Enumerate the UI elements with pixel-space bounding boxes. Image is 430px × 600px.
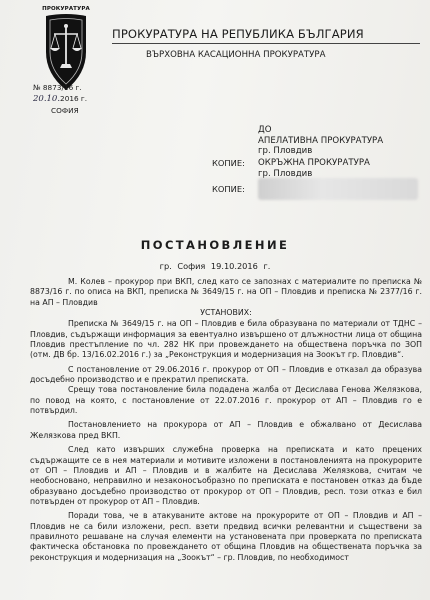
to-label: ДО — [258, 125, 272, 135]
emblem-label: ПРОКУРАТУРА — [42, 6, 90, 12]
handwritten-date: 20.10. — [33, 94, 61, 104]
paragraph: Срещу това постановление била подадена жалба от Десислава Генова Желязкова, по повод на която, с постановление от 22.07.2016 г. прокурор от АП – Пловдив го е потвърдил. — [30, 385, 422, 416]
place-and-date: гр. София 19.10.2016 г. — [159, 261, 271, 271]
copy1-recipient-name: ОКРЪЖНА ПРОКУРАТУРА — [258, 158, 370, 168]
copy-label-1: КОПИЕ: — [212, 158, 245, 168]
paragraph: Поради това, че в атакуваните актове на прокурорите от ОП – Пловдив и АП – Пловдив не са били изложени, респ. взети предвид всички релевантни и съществени за правилното решаване на случая елементи на установената при проверката по преписката фактическа обстановка по провеждането от община Пловдив на обществената поръчка за реконструкция и модернизация на „Зоокът“ – гр. Пловдив, по необходимост — [30, 511, 422, 562]
reference-block — [33, 82, 87, 116]
paragraph: Преписка № 3649/15 г. на ОП – Пловдив е била образувана по материали от ТДНС – Пловдив, съдържащи информация за евентуално извършено от длъжностни лица от община Пловдив престъпление по чл. 282 НК при провеждането на обществена поръчка по ЗОП (отм. ДВ бр. 13/16.02.2016 г.) за „Реконструкция и модернизация на Зоокът гр. Пловдив“. — [30, 319, 422, 360]
header-divider — [112, 43, 420, 44]
office-title: ПРОКУРАТУРА НА РЕПУБЛИКА БЪЛГАРИЯ — [112, 27, 364, 41]
copy-label-2: КОПИЕ: — [212, 184, 245, 194]
paragraph: С постановление от 29.06.2016 г. прокурор от ОП – Пловдив е отказал да образува досъдебно производство и е прекратил преписката. — [30, 364, 422, 385]
paragraph: След като извърших служебна проверка на преписката и като прецених съдържащите се в нея материали и мотивите изложени в постановленията на прокурорите от ОП – Пловдив и АП – Пловдив и в жалбите на Десислава Желязкова, считам че необосновано, неправилно и незаконосъобразно по преписката е постановен отказ да бъде образувано досъдебно производство от прокурор от ОП – Пловдив, респ. този отказ е бил потвърден от прокурор от АП – Пловдив. — [30, 445, 422, 506]
reference-number: № 8873/16 г. — [33, 83, 82, 92]
document-body — [30, 277, 422, 563]
to-recipient-name: АПЕЛАТИВНА ПРОКУРАТУРА — [258, 135, 384, 146]
paragraph-heading: УСТАНОВИХ: — [200, 308, 252, 318]
to-recipient-city: гр. Пловдив — [258, 146, 313, 156]
copy1-recipient-city: гр. Пловдив — [258, 168, 313, 179]
reference-city: СОФИЯ — [51, 106, 79, 115]
reference-date — [33, 93, 87, 105]
office-subtitle: ВЪРХОВНА КАСАЦИОННА ПРОКУРАТУРА — [146, 50, 326, 60]
date-suffix: 2016 г. — [60, 94, 88, 103]
paragraph: М. Колев – прокурор при ВКП, след като се запознах с материалите по преписка № 8873/16 г. по описа на ВКП, преписка № 3649/15 г. на ОП – Пловдив и преписка № 2377/16 г. на АП – Пловдив — [30, 277, 422, 307]
redacted-recipient — [258, 178, 418, 200]
document-heading: ПОСТАНОВЛЕНИЕ — [140, 238, 290, 252]
paragraph: Постановлението на прокурора от АП – Пловдив е обжалвано от Десислава Желязкова пред ВКП. — [30, 420, 422, 440]
